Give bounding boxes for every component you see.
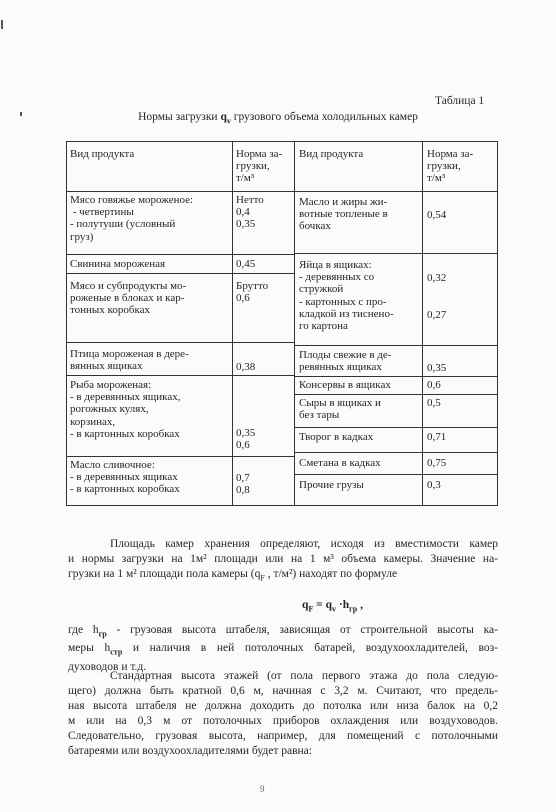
right-row-5-product: Сыры в ящиках и без тары xyxy=(299,397,381,422)
row-divider xyxy=(66,191,294,192)
header-product-left: Вид продукта xyxy=(70,148,135,160)
subscript: гр xyxy=(98,629,107,639)
right-row-1-norm: 0,54 xyxy=(427,209,447,221)
paragraph-line xyxy=(68,623,498,641)
right-row-8-norm: 0,3 xyxy=(427,479,441,491)
formula-part: q xyxy=(302,599,309,611)
formula-sub: гр xyxy=(349,604,358,614)
right-row-6-product: Творог в кадках xyxy=(299,431,374,443)
row-divider xyxy=(294,191,497,192)
text-run: - грузовая высота штабеля, зависящая от строительной высоты ка- xyxy=(106,624,498,636)
row-divider xyxy=(294,345,497,346)
col-divider xyxy=(294,141,295,505)
subscript: F xyxy=(260,573,265,583)
text-run: где h xyxy=(68,624,99,636)
paragraph-line: духоводов и т.д. xyxy=(68,660,147,673)
row-divider xyxy=(294,394,497,395)
paragraph-capacity xyxy=(68,537,498,585)
left-row-1-product: Мясо говяжье мороженое: - четвертины - полутуши (условный груз) xyxy=(70,194,194,243)
paragraph-line: щего) должна быть кратной 0,6 м, начиная с 3,2 м. Считают, что предель- xyxy=(68,685,498,697)
row-divider xyxy=(66,456,294,457)
table-title-prefix: Нормы загрузки xyxy=(138,111,218,123)
left-row-6-product: Масло сливочное: - в деревянных ящиках - в картонных коробках xyxy=(70,459,180,496)
formula-part: , xyxy=(357,599,363,611)
table-title-suffix: грузового объема холодильных камер xyxy=(233,111,418,123)
paragraph-line: Стандартная высота этажей (от пола первого этажа до пола следую- xyxy=(110,670,498,682)
right-row-3-product: Плоды свежие в де- ревянных ящиках xyxy=(299,349,392,374)
paragraph-line: ная высота штабеля не должна доходить до потолка или низа балок на 0,2 xyxy=(68,700,498,712)
left-row-2-norm: 0,45 xyxy=(236,258,256,270)
paragraph-line: Площадь камер хранения определяют, исходя из вместимости камер xyxy=(110,538,498,550)
right-row-2-product: Яйца в ящиках: - деревянных со стружкой - картонных с про- кладкой из тиснено- го картона xyxy=(299,259,394,333)
row-divider xyxy=(66,273,294,274)
right-row-5-norm: 0,5 xyxy=(427,397,441,409)
load-norms-table xyxy=(66,141,498,506)
paragraph-line xyxy=(68,567,498,585)
row-divider xyxy=(294,427,497,428)
paragraph-line: батареями или воздухоохладителями будет равна: xyxy=(68,745,312,757)
formula-part: ·h xyxy=(336,599,350,611)
left-row-5-product: Рыба мороженая: - в деревянных ящиках, рогожных кулях, корзинах, - в картонных коробках xyxy=(70,379,181,440)
header-product-right: Вид продукта xyxy=(299,148,364,160)
right-row-1-product: Масло и жиры жи- вотные топленые в бочках xyxy=(299,196,388,233)
formula-sub: F xyxy=(308,604,314,614)
col-divider xyxy=(422,141,423,505)
right-row-4-product: Консервы в ящиках xyxy=(299,379,391,391)
row-divider xyxy=(294,253,497,254)
left-row-4-product: Птица мороженая в дере- вянных ящиках xyxy=(70,348,189,373)
table-title-symbol: q xyxy=(220,111,227,123)
table-title-symbol-sub: v xyxy=(226,116,231,126)
paragraph-height xyxy=(68,669,498,759)
row-divider xyxy=(294,376,497,377)
scan-speck xyxy=(20,112,22,116)
formula-sub: v xyxy=(332,604,336,614)
subscript: стр xyxy=(110,647,123,657)
table-title xyxy=(0,111,556,125)
right-row-4-norm: 0,6 xyxy=(427,379,441,391)
text-run: грузки на 1 м² площади пола камеры (q xyxy=(68,568,261,580)
row-divider xyxy=(66,375,294,376)
row-divider xyxy=(294,452,497,453)
paragraph-line xyxy=(68,641,498,659)
right-row-3-norm: 0,35 xyxy=(427,362,447,374)
text-run: и наличия в ней потолочных батарей, воздухоохладителей, воз- xyxy=(122,642,498,655)
col-divider xyxy=(232,141,233,505)
row-divider xyxy=(66,342,294,343)
paragraph-definition xyxy=(68,623,498,675)
right-row-7-product: Сметана в кадках xyxy=(299,457,381,469)
formula xyxy=(302,599,363,613)
left-row-6-norm: 0,7 0,8 xyxy=(236,472,250,497)
table-number: Таблица 1 xyxy=(435,95,485,107)
left-row-5-norm: 0,35 0,6 xyxy=(236,427,256,452)
right-row-8-product: Прочие грузы xyxy=(299,479,364,491)
left-row-1-norm: Нетто 0,4 0,35 xyxy=(236,194,264,231)
text-run: меры h xyxy=(68,642,111,655)
paragraph-line: м или на 0,3 м от потолочных приборов охлаждения или воздуховодов. xyxy=(68,715,498,727)
right-row-7-norm: 0,75 xyxy=(427,457,447,469)
right-row-2-norm: 0,32 0,27 xyxy=(427,272,447,321)
scan-speck xyxy=(1,20,3,29)
text-run: , т/м²) находят по формуле xyxy=(264,568,398,580)
left-row-4-norm: 0,38 xyxy=(236,361,256,373)
left-row-2-product: Свинина мороженая xyxy=(70,258,166,270)
right-row-6-norm: 0,71 xyxy=(427,431,447,443)
row-divider xyxy=(294,474,497,475)
header-norm-right: Норма за- грузки, т/м³ xyxy=(427,148,474,185)
page-number: 9 xyxy=(260,784,265,794)
row-divider xyxy=(66,254,294,255)
paragraph-line: и нормы загрузки на 1м² площади или на 1 м³ объема камеры. Значение на- xyxy=(68,553,498,565)
left-row-3-norm: Брутто 0,6 xyxy=(236,280,269,305)
left-row-3-product: Мясо и субпродукты мо- роженые в блоках и кар- тонных коробках xyxy=(70,280,187,317)
header-norm-left: Норма за- грузки, т/м³ xyxy=(236,148,283,185)
formula-part: = q xyxy=(313,599,332,611)
paragraph-line: Следовательно, грузовая высота, например, для помещений с потолочными xyxy=(68,730,498,742)
